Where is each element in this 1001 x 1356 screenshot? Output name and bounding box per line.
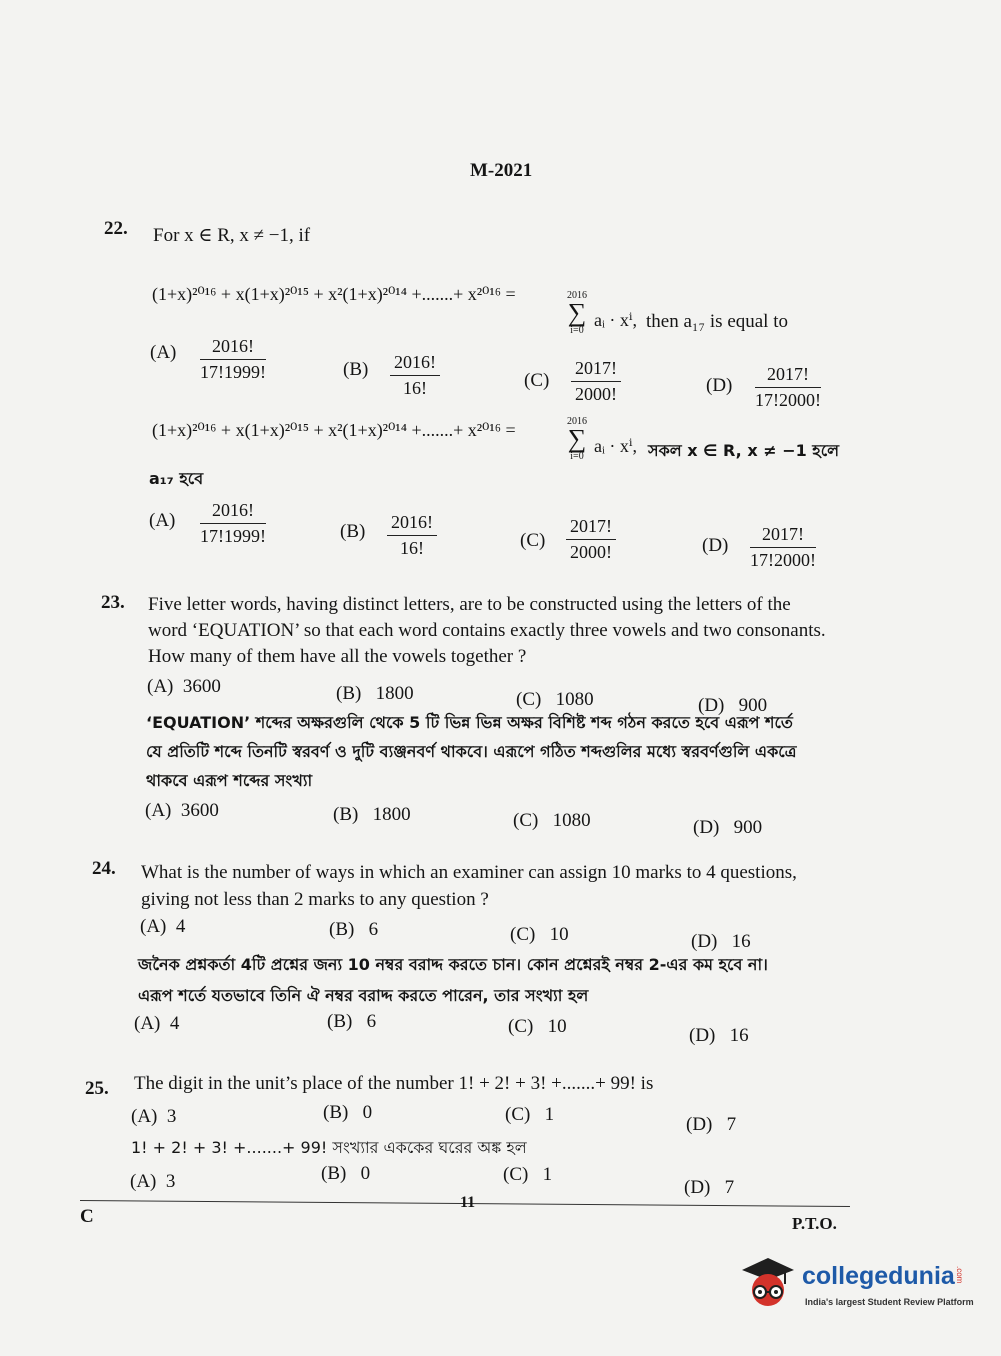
footer-left-code: C (80, 1206, 94, 1227)
brand-tld: .com (955, 1266, 964, 1284)
q23-bn-option-b: (B) 1800 (333, 804, 411, 825)
q22-en-tail: then a₁₇ is equal to (646, 311, 788, 332)
q22-bn-option-d-label: (D) (702, 535, 729, 556)
q22-bn-option-a-label: (A) (149, 510, 176, 531)
q25-bn-option-c: (C) 1 (503, 1164, 553, 1185)
q24-en-option-d: (D) 16 (691, 931, 751, 952)
question-24-number: 24. (92, 858, 116, 879)
q25-en-option-d: (D) 7 (686, 1114, 737, 1135)
sum-upper-limit: 2016 (567, 290, 587, 301)
q23-en-option-d: (D) 900 (698, 695, 768, 716)
q25-en-option-b: (B) 0 (323, 1102, 373, 1123)
q22-sum-bn: 2016 ∑ i=0 (567, 416, 587, 462)
q22-sum-term-bn: aᵢ · xⁱ, (594, 436, 638, 456)
q22-bn-option-c-label: (C) (520, 530, 546, 551)
q23-bn-line-2: যে প্রতিটি শব্দে তিনটি স্বরবর্ণ ও দুটি ব্যঞ্জনবর্ণ থাকবে। এরূপে গঠিত শব্দগুলির মধ্যে স্বরবর্ণগুলি একত্রে (146, 742, 797, 761)
q24-bn-option-d: (D) 16 (689, 1025, 749, 1046)
q24-bn-line-2: এরূপ শর্তে যতভাবে তিনি ঐ নম্বর বরাদ্দ করতে পারেন, তার সংখ্যা হল (138, 986, 589, 1005)
q23-en-option-b: (B) 1800 (336, 683, 414, 704)
q25-bn-option-d: (D) 7 (684, 1177, 735, 1198)
q25-en-option-a: (A) 3 (131, 1106, 177, 1127)
q25-en-option-c: (C) 1 (505, 1104, 555, 1125)
sum-lower-limit: i=0 (570, 325, 584, 336)
q22-en-option-b-fraction: $\frac{2016!}{16!}$ (390, 352, 440, 399)
q24-bn-option-a: (A) 4 (134, 1013, 180, 1034)
q23-en-line-1: Five letter words, having distinct letters, are to be constructed using the letters of the (148, 594, 791, 615)
q25-bn-option-b: (B) 0 (321, 1163, 371, 1184)
page-number: 11 (460, 1194, 476, 1211)
q22-bn-option-b-fraction: $\frac{2016!}{16!}$ (387, 512, 437, 559)
q22-en-option-d-fraction: $\frac{2017!}{17!2000!}$ (755, 364, 821, 410)
q22-bn-option-a-fraction: $\frac{2016!}{17!1999!}$ (200, 500, 266, 546)
brand-name: collegedunia (802, 1262, 955, 1290)
q24-en-option-a: (A) 4 (140, 916, 186, 937)
q25-bn-line: 1! + 2! + 3! +.......+ 99! সংখ্যার এককের ঘরের অঙ্ক হল (131, 1138, 527, 1157)
q24-en-line-2: giving not less than 2 marks to any question ? (141, 889, 489, 910)
q22-bn-option-b-label: (B) (340, 521, 366, 542)
question-25-number: 25. (85, 1078, 109, 1099)
page-code: M-2021 (470, 160, 533, 181)
q22-sum-term-en: aᵢ · xⁱ, (594, 310, 638, 330)
q22-en-option-d-label: (D) (706, 375, 733, 396)
q22-en-option-b-label: (B) (343, 359, 369, 380)
q23-bn-line-1: ‘EQUATION’ শব্দের অক্ষরগুলি থেকে 5 টি ভিন্ন ভিন্ন অক্ষর বিশিষ্ট শব্দ গঠন করতে হবে এরূপ শর্তে (146, 713, 793, 732)
q24-bn-option-c: (C) 10 (508, 1016, 567, 1037)
q22-en-option-c-label: (C) (524, 370, 550, 391)
q22-bn-line: a₁₇ হবে (149, 469, 204, 488)
pto-label: P.T.O. (792, 1214, 837, 1233)
q22-en-option-a-label: (A) (150, 342, 177, 363)
graduate-mascot-icon (738, 1250, 798, 1310)
question-23-number: 23. (101, 592, 125, 613)
q24-en-option-c: (C) 10 (510, 924, 569, 945)
q23-en-line-3: How many of them have all the vowels together ? (148, 646, 527, 667)
q24-bn-line-1: জনৈক প্রশ্নকর্তা 4টি প্রশ্নের জন্য 10 নম্বর বরাদ্দ করতে চান। কোন প্রশ্নেরই নম্বর 2-এর কম হবে না। (138, 955, 768, 974)
q23-en-option-a: (A) 3600 (147, 676, 221, 697)
q24-en-line-1: What is the number of ways in which an examiner can assign 10 marks to 4 questions, (141, 862, 797, 883)
q22-formula-en-lhs: (1+x)²⁰¹⁶ + x(1+x)²⁰¹⁵ + x²(1+x)²⁰¹⁴ +.......+ x²⁰¹⁶ = (152, 284, 516, 304)
q23-bn-option-a: (A) 3600 (145, 800, 219, 821)
q22-formula-bn-lhs: (1+x)²⁰¹⁶ + x(1+x)²⁰¹⁵ + x²(1+x)²⁰¹⁴ +.......+ x²⁰¹⁶ = (152, 420, 516, 440)
q22-bn-option-c-fraction: $\frac{2017!}{2000!}$ (566, 516, 616, 563)
q25-bn-option-a: (A) 3 (130, 1171, 176, 1192)
q24-bn-option-b: (B) 6 (327, 1011, 377, 1032)
q23-bn-option-d: (D) 900 (693, 817, 763, 838)
sigma-symbol: ∑ (567, 298, 587, 327)
question-22-intro: For x ∈ R, x ≠ −1, if (153, 225, 311, 246)
q22-bn-tail: সকল x ∈ R, x ≠ −1 হলে (648, 441, 840, 460)
q22-en-option-a-fraction: $\frac{2016!}{17!1999!}$ (200, 336, 266, 382)
q23-en-option-c: (C) 1080 (516, 689, 594, 710)
q23-bn-line-3: থাকবে এরূপ শব্দের সংখ্যা (146, 771, 313, 790)
q23-en-line-2: word ‘EQUATION’ so that each word contains exactly three vowels and two consonants. (148, 620, 826, 641)
q23-bn-option-c: (C) 1080 (513, 810, 591, 831)
collegedunia-logo (738, 1250, 798, 1315)
question-22-number: 22. (104, 218, 128, 239)
q22-sum-en (567, 290, 587, 336)
q25-en-line: The digit in the unit’s place of the number 1! + 2! + 3! +.......+ 99! is (134, 1073, 654, 1094)
q24-en-option-b: (B) 6 (329, 919, 379, 940)
brand-tagline: India's largest Student Review Platform (805, 1297, 974, 1307)
q22-en-option-c-fraction: $\frac{2017!}{2000!}$ (571, 358, 621, 405)
q22-bn-option-d-fraction: $\frac{2017!}{17!2000!}$ (750, 524, 816, 570)
